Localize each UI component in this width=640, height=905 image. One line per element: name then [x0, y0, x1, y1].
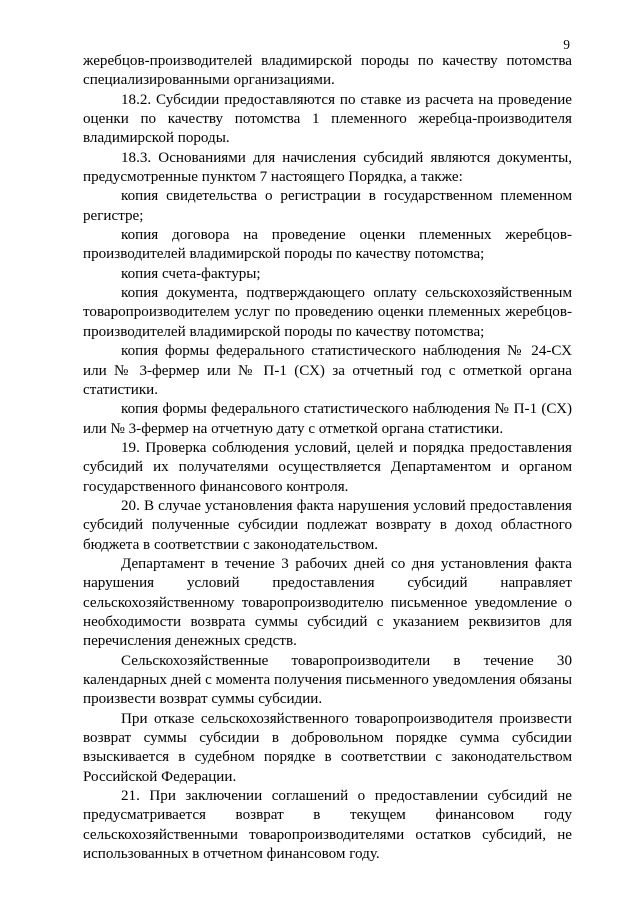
list-item-invoice-copy: копия счета-фактуры; [121, 265, 261, 282]
paragraph-court-recovery: При отказе сельскохозяйственного товаропроизводителя произвести возврат суммы субсидии в добровольном порядке сумма субсидии взыскивается в судебном порядке в соответствии с законодательством Российской Федерации. [83, 710, 572, 785]
paragraph-19: 19. Проверка соблюдения условий, целей и порядка предоставления субсидий их получателями осуществляется Департаментом и органом государственного финансового контроля. [83, 439, 572, 495]
list-item-statistics-annual: копия формы федерального статистического наблюдения № 24-СХ или № 3-фермер или № П-1 (СХ) за отчетный год с отметкой органа статистики. [83, 343, 572, 398]
paragraph-18-3: 18.3. Основаниями для начисления субсидий являются документы, предусмотренные пунктом 7 настоящего Порядка, а также: [83, 149, 572, 186]
page-number: 9 [563, 37, 570, 52]
paragraph-department-notice: Департамент в течение 3 рабочих дней со дня установления факта нарушения условий предоставления субсидий направляет сельскохозяйственному товаропроизводителю письменное уведомление о необходимости возврата суммы субсидий с указанием реквизитов для перечисления денежных средств. [83, 555, 572, 650]
paragraph-21: 21. При заключении соглашений о предоставлении субсидий не предусматривается возврат в текущем финансовом году сельскохозяйственными товаропроизводителями остатков субсидий, не использованных в отчетном финансовом году. [83, 788, 572, 863]
document-body [83, 52, 572, 864]
paragraph-refund-term: Сельскохозяйственные товаропроизводители в течение 30 календарных дней с момента получения письменного уведомления обязаны произвести возврат суммы субсидии. [83, 652, 572, 708]
paragraph-continuation: жеребцов-производителей владимирской породы по качеству потомства специализированными организациями. [83, 53, 572, 89]
list-item-registration-copy: копия свидетельства о регистрации в государственном племенном регистре; [83, 188, 572, 224]
list-item-statistics-current: копия формы федерального статистического наблюдения № П-1 (СХ) или № 3-фермер на отчетную дату с отметкой органа статистики. [83, 401, 572, 437]
paragraph-20: 20. В случае установления факта нарушения условий предоставления субсидий полученные субсидии подлежат возврату в доход областного бюджета в соответствии с законодательством. [83, 497, 572, 553]
paragraph-18-2: 18.2. Субсидии предоставляются по ставке из расчета на проведение оценки по качеству потомства 1 племенного жеребца-производителя владимирской породы. [83, 91, 572, 147]
list-item-payment-copy: копия документа, подтверждающего оплату сельскохозяйственным товаропроизводителем услуг по проведению оценки племенных жеребцов-производителей владимирской породы по качеству потомства; [83, 285, 572, 340]
list-item-contract-copy: копия договора на проведение оценки племенных жеребцов-производителей владимирской породы по качеству потомства; [83, 227, 572, 263]
